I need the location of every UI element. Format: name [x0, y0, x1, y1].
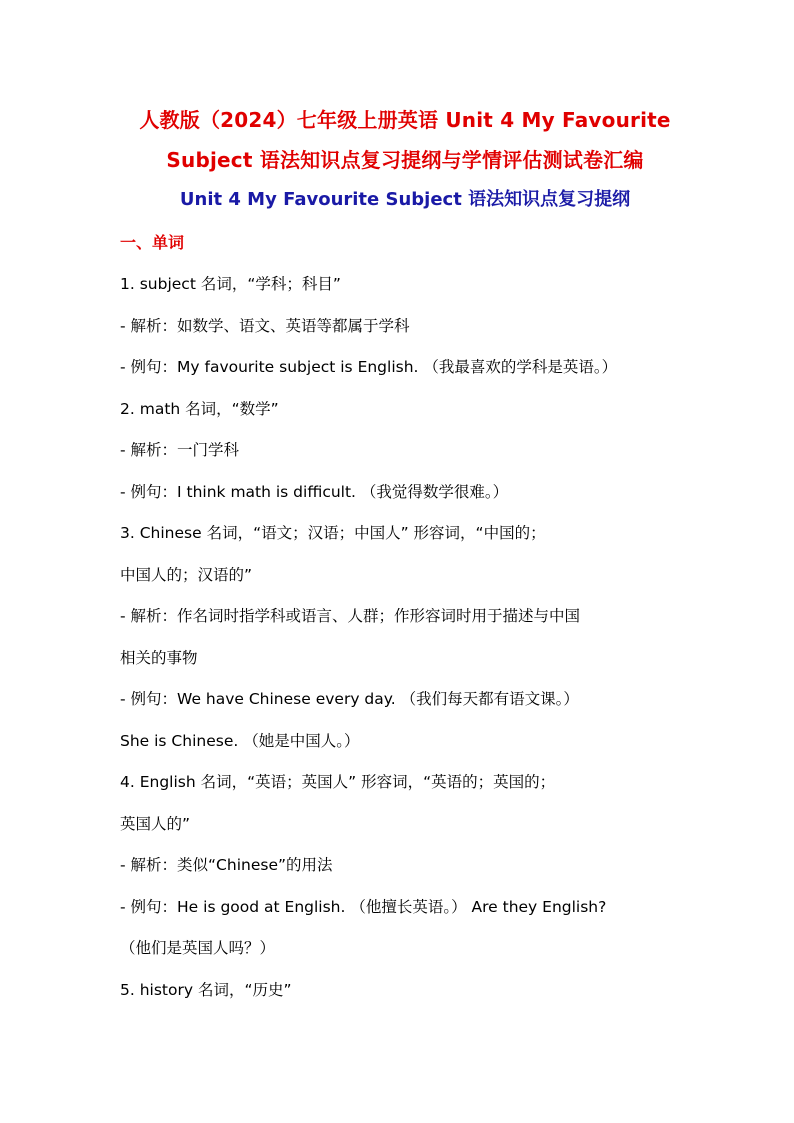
entry-chinese-example-line-1: - 例句：We have Chinese every day. （我们每天都有语文课。）	[120, 690, 579, 708]
document-title-line-1: 人教版（2024）七年级上册英语 Unit 4 My Favourite	[139, 108, 671, 132]
section-heading-words: 一、单词	[120, 233, 185, 252]
document-title	[120, 100, 690, 180]
entry-chinese-head-line-1: 3. Chinese 名词，“语文；汉语；中国人” 形容词，“中国的；	[120, 524, 546, 542]
entry-english-head-line-1: 4. English 名词，“英语；英国人” 形容词，“英语的；英国的；	[120, 773, 556, 791]
entry-chinese-head-line-2: 中国人的；汉语的”	[120, 565, 253, 584]
entry-chinese-analysis-line-2: 相关的事物	[120, 648, 198, 667]
entry-english-example-line-2: （他们是英国人吗？）	[120, 939, 276, 957]
document-content	[120, 100, 690, 1011]
entry-history-head: 5. history 名词，“历史”	[120, 980, 292, 999]
entry-math-analysis: - 解析：一门学科	[120, 441, 240, 459]
document-subtitle: Unit 4 My Favourite Subject 语法知识点复习提纲	[179, 189, 631, 210]
entry-english-example-line-1: - 例句：He is good at English. （他擅长英语。） Are they English?	[120, 897, 607, 916]
document-title-line-2: Subject 语法知识点复习提纲与学情评估测试卷汇编	[166, 148, 644, 172]
entry-english-head-line-2: 英国人的”	[120, 814, 191, 833]
entry-chinese-example-line-2: She is Chinese. （她是中国人。）	[120, 731, 360, 750]
entry-english-analysis: - 解析：类似“Chinese”的用法	[120, 856, 333, 874]
entry-subject-head: 1. subject 名词，“学科；科目”	[120, 275, 341, 293]
entry-subject-analysis: - 解析：如数学、语文、英语等都属于学科	[120, 316, 410, 335]
entry-math-head: 2. math 名词，“数学”	[120, 399, 279, 418]
entry-chinese-analysis-line-1: - 解析：作名词时指学科或语言、人群；作形容词时用于描述与中国	[120, 607, 581, 625]
entry-math-example: - 例句：I think math is difficult. （我觉得数学很难。）	[120, 482, 509, 501]
entry-subject-example: - 例句：My favourite subject is English. （我最喜欢的学科是英语。）	[120, 358, 618, 376]
